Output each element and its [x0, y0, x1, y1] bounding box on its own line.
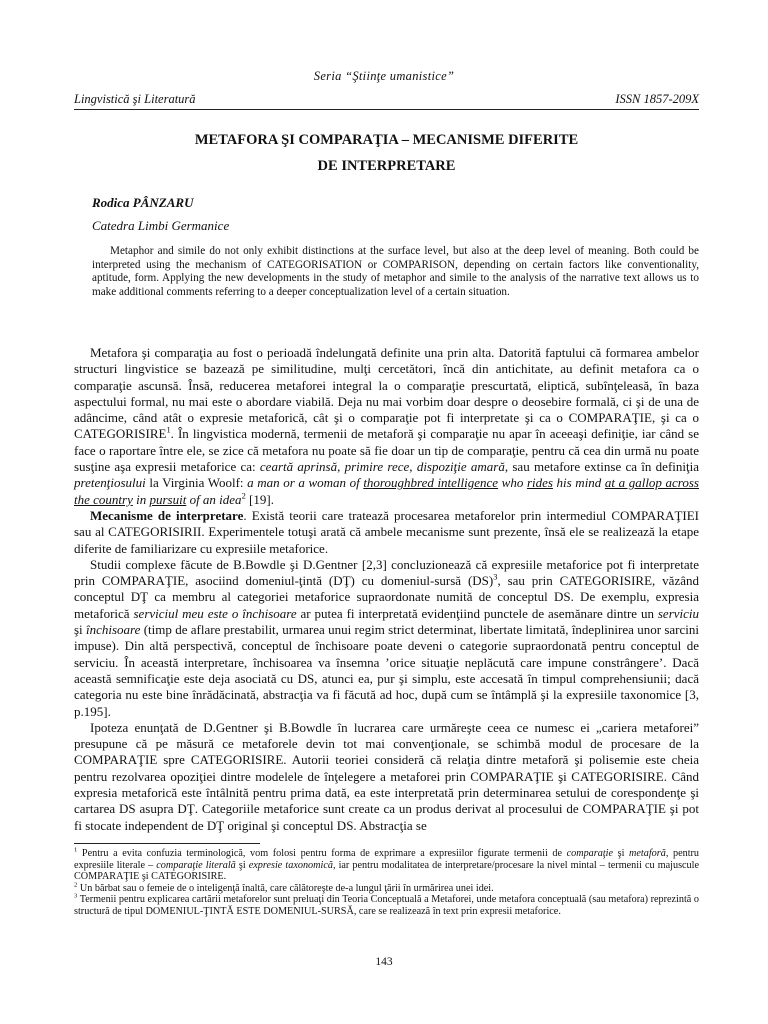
author-affiliation: Catedra Limbi Germanice [92, 218, 230, 233]
footnote-ref-2: 2 [241, 490, 246, 501]
header-rule [74, 109, 699, 110]
footnotes [74, 848, 699, 918]
footnote-ref-1: 1 [166, 425, 171, 436]
footnote-2: $^2$ Un bărbat sau o femeie de o inteligenţă înaltă, care călătoreşte de-a lungul ţării în urmărirea unei idei. [74, 881, 494, 894]
title-line-2: DE INTERPRETARE [317, 158, 456, 174]
paragraph-4: Ipoteza enunţată de D.Gentner şi B.Bowdle în lucrarea care urmăreşte ceea ce numesc ei „cariera metaforei” presupune că pe măsură ce metaforele devin tot mai convenţionale, se schimbă modul de procesare de la COMPARAŢIE spre CATEGORISIRE. Autorii teoriei consideră că relaţia dintre metaforă şi polisemie este cheia pentru rezolvarea opoziţiei dintre modelele de înţelegere a metaforei prin COMPARAŢIE şi CATEGORISIRE. Când expresia metaforică este întâlnită pentru prima dată, ea este interpretată prin determinarea setului de corespondenţe şi cartarea DS asupra DŢ. Categoriile metaforice sunt create ca un produs derivat al procesului de COMPARAŢIE şi pot fi stocate independent de DŢ original şi conceptul DS. Abstracţia se [74, 719, 699, 833]
body-text [74, 345, 699, 834]
journal-section: Lingvistică şi Literatură [74, 92, 196, 106]
footnote-3: $^3$ Termenii pentru explicarea cartării metaforelor sunt preluaţi din Teoria Conceptuală a Metaforei, unde metafora conceptuală (sau metafora) reprezintă o structură de tipul DOMENIUL-ŢINTĂ ESTE DOMENIUL-SURSĂ, care se realizează în text prin expresii metaforice. [74, 892, 699, 917]
footnote-separator [74, 843, 260, 844]
abstract-text: Metaphor and simile do not only exhibit distinctions at the surface level, but also at the deep level of meaning. Both could be interpreted using the mechanism of CATEGORISATION or COMPARISON, depending on certain factors like conventionality, aptitude, form. Applying the new developments in the study of metaphor and simile to the analysis of the narrative text allows us to make additional comments referring to a deeper conceptualization level of a certain situation. [92, 245, 699, 298]
title-line-1: METAFORA ŞI COMPARAŢIA – MECANISME DIFERITE [194, 132, 579, 148]
footnote-ref-3: 3 [493, 571, 498, 582]
series-header: Seria “Ştiinţe umanistice” [313, 69, 455, 83]
paper-title [74, 127, 699, 179]
running-header [74, 92, 699, 107]
woolf-quote: a man or a woman of thoroughbred intelligence who rides his mind at a gallop across the country in pursuit of an idea [74, 475, 699, 507]
paragraph-2: Mecanisme de interpretare. Există teorii care tratează procesarea metaforelor prin intermediul COMPARAŢIEI sau al CATEGORISIRII. Experimentele totuşi arată că ambele mecanisme sunt prezente, însă ele se realizează la etape diferite de familiarizare cu expresiile metaforice. [74, 507, 699, 556]
issn: ISSN 1857-209X [615, 92, 699, 106]
paragraph-1: Metafora şi comparaţia au fost o perioadă îndelungată definite una prin alta. Datorită faptului că formarea ambelor structuri lingvistice se bazează pe similitudine, mulţi cercetători, încă din antichitate, au definit metafora ca o comparaţie ascunsă. Însă, reducerea metaforei integral la o comparaţie prescurtată, eliptică, subînţeleasă, în baza aspectului formal, nu mai este o abordare viabilă. Deja nu mai vorbim doar despre o deosebire formală, ci şi de una de adâncime, când atât o expresie metaforică, cât şi o comparaţie pot fi interpretate şi ca o COMPARAŢIE, şi ca o CATEGORISIRE$^1$. În lingvistica modernă, termenii de metaforă şi comparaţie nu apar în aceeaşi definiţie, iar când se face o raportare între ele, se zice că metafora nu poate să fie doar un tip de comparaţie, pentru că cea din urmă nu poate susţine aşa expresii metaforice ca: ceartă aprinsă, primire rece, dispoziţie amară, sau metafore extinse ca în definiţia pretenţiosului la Virginia Woolf: a man or a woman of thoroughbred intelligence who rides his mind at a gallop across the country in pursuit of an idea$^2$ [19]. [74, 345, 699, 507]
page-number: 143 [375, 956, 393, 968]
paragraph-3: Studii complexe făcute de B.Bowdle şi D.Gentner [2,3] concluzionează că expresiile metaforice pot fi interpretate prin COMPARAŢIE, asociind domeniul-ţintă (DŢ) cu domeniul-sursă (DS)$^3$, sau prin CATEGORISIRE, văzând conceptul DŢ ca membru al categoriei metaforice supraordonate numită de conceptul DS. De exemplu, expresia metaforică serviciul meu este o închisoare ar putea fi interpretată evidenţiind punctele de asemănare dintre un serviciu şi închisoare (timp de aflare prestabilit, urmarea unui regim strict determinat, libertate limitată, îndeplinirea unor sarcini impuse). Din altă perspectivă, conceptul de închisoare poate deveni o categorie supraordonată pentru conceptul de serviciu. În această interpretare, închisoarea va însemna ’orice situaţie neplăcută care impune constrângere’. Dacă această semnificaţie este deja asociată cu DS, atunci ea, pur şi simplu, este accesată în timpul comprehensiunii; dacă categoria nu este bine înrădăcinată, abstracţia va fi făcută ad hoc, după cum se întâmplă şi la expresiile taxonomice [3, p.195]. [74, 556, 700, 719]
section-heading: Mecanisme de interpretare [90, 507, 244, 523]
footnote-1: $^1$ Pentru a evita confuzia terminologică, vom folosi pentru forma de exprimare a expresiilor figurate termenii de comparaţie şi metaforă, pentru expresiile literale – comparaţie literală şi expresie taxonomică, iar pentru modalitatea de interpretare/procesare la nivel mintal – termenii cu majuscule COMPARAŢIE şi CATEGORISIRE. [74, 846, 700, 883]
author-name: Rodica PÂNZARU [92, 195, 194, 210]
abstract [92, 245, 699, 299]
